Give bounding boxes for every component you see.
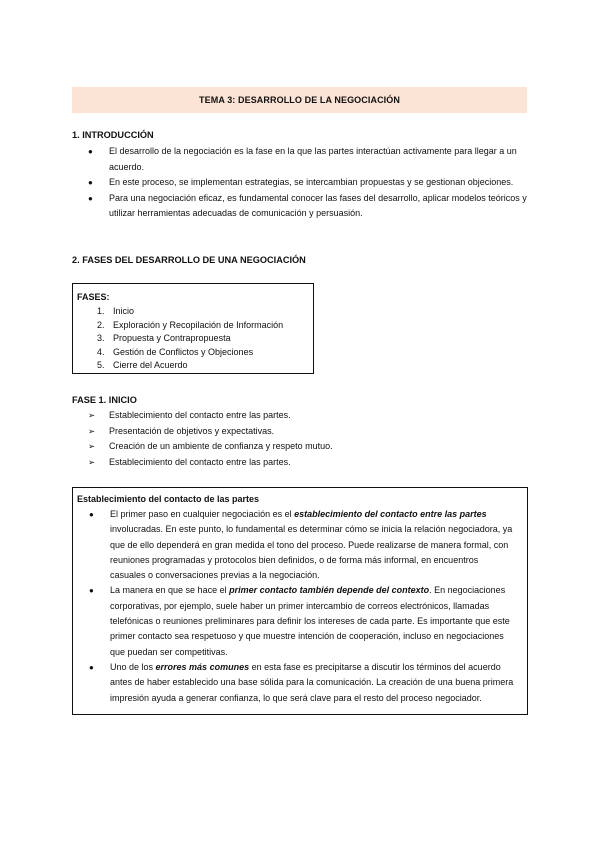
list-item: 3. Propuesta y Contrapropuesta <box>97 333 231 344</box>
list-item: ➢ Establecimiento del contacto entre las partes. <box>88 408 333 424</box>
contact-box <box>72 487 528 715</box>
bullet-icon: ● <box>89 662 94 672</box>
bullet-icon: ● <box>89 510 94 519</box>
list-item: ● El primer paso en cualquier negociación es el establecimiento del contacto entre las partes involucradas. En este punto, lo fundamental es determinar cómo se inicia la relación negociadora, ya que de ello dependerá en gran medida el tono del proceso. Puede realizarse de manera formal, con reuniones programadas y protocolos bien definidos, o de forma más informal, en encuentros casuales o conversaciones previas a la negociación. <box>89 507 514 583</box>
emphasis: establecimiento del contacto entre las partes <box>294 509 487 519</box>
bullet-icon: ● <box>88 193 93 203</box>
arrow-bullet-icon: ➢ <box>88 425 96 436</box>
list-item: 5. Cierre del Acuerdo <box>97 360 188 371</box>
list-item: ● Para una negociación eficaz, es fundamental conocer las fases del desarrollo, aplicar modelos teóricos y utilizar herramientas adecuadas de comunicación y persuasión. <box>88 191 538 222</box>
section-heading-fase1: FASE 1. INICIO <box>72 395 137 405</box>
list-item: 1. Inicio <box>97 306 135 316</box>
list-item: ➢ Creación de un ambiente de confianza y respeto mutuo. <box>88 439 333 455</box>
list-item: 4. Gestión de Conflictos y Objeciones <box>97 346 254 357</box>
emphasis: primer contacto también depende del contexto <box>229 585 430 596</box>
arrow-bullet-icon: ➢ <box>88 456 96 467</box>
list-item: ➢ Presentación de objetivos y expectativas. <box>88 424 333 440</box>
arrow-bullet-icon: ➢ <box>88 441 96 452</box>
fase1-arrow-list <box>88 408 333 470</box>
fases-box <box>72 283 314 374</box>
bullet-icon: ● <box>88 147 93 156</box>
arrow-bullet-icon: ➢ <box>88 410 96 420</box>
fases-label: FASES: <box>77 292 110 302</box>
contact-bullet-list <box>89 507 514 706</box>
list-item: ● En este proceso, se implementan estrategias, se intercambian propuestas y se gestionan objeciones. <box>88 175 538 191</box>
contact-box-heading: Establecimiento del contacto de las partes <box>77 494 260 504</box>
bullet-icon: ● <box>89 586 94 596</box>
section-heading-fases: 2. FASES DEL DESARROLLO DE UNA NEGOCIACIÓN <box>72 255 306 265</box>
list-item: ● Uno de los errores más comunes en esta fase es precipitarse a discutir los términos del acuerdo antes de haber establecido una base sólida para la comunicación. La creación de una buena primera impresión ayuda a generar confianza, lo que será clave para el resto del proceso negociador. <box>89 660 514 706</box>
fases-list <box>97 305 283 373</box>
list-item: ➢ Establecimiento del contacto entre las partes. <box>88 455 333 471</box>
document-title: TEMA 3: DESARROLLO DE LA NEGOCIACIÓN <box>72 87 527 113</box>
emphasis: errores más comunes <box>155 661 250 672</box>
bullet-icon: ● <box>88 178 93 187</box>
section-heading-introduccion: 1. INTRODUCCIÓN <box>72 130 154 140</box>
intro-bullet-list <box>88 144 538 222</box>
list-item: ● El desarrollo de la negociación es la fase en la que las partes interactúan activamente para llegar a un acuerdo. <box>88 144 538 175</box>
list-item: ● La manera en que se hace el primer contacto también depende del contexto. En negociaciones corporativas, por ejemplo, suele haber un primer intercambio de correos electrónicos, llamadas telefónicas o reuniones preliminares para definir los intereses de cada parte. Es importante que este primer contacto sea respetuoso y que muestre intención de cooperación, incluso en negociaciones que puedan ser competitivas. <box>89 583 514 659</box>
list-item: 2. Exploración y Recopilación de Información <box>97 319 284 330</box>
